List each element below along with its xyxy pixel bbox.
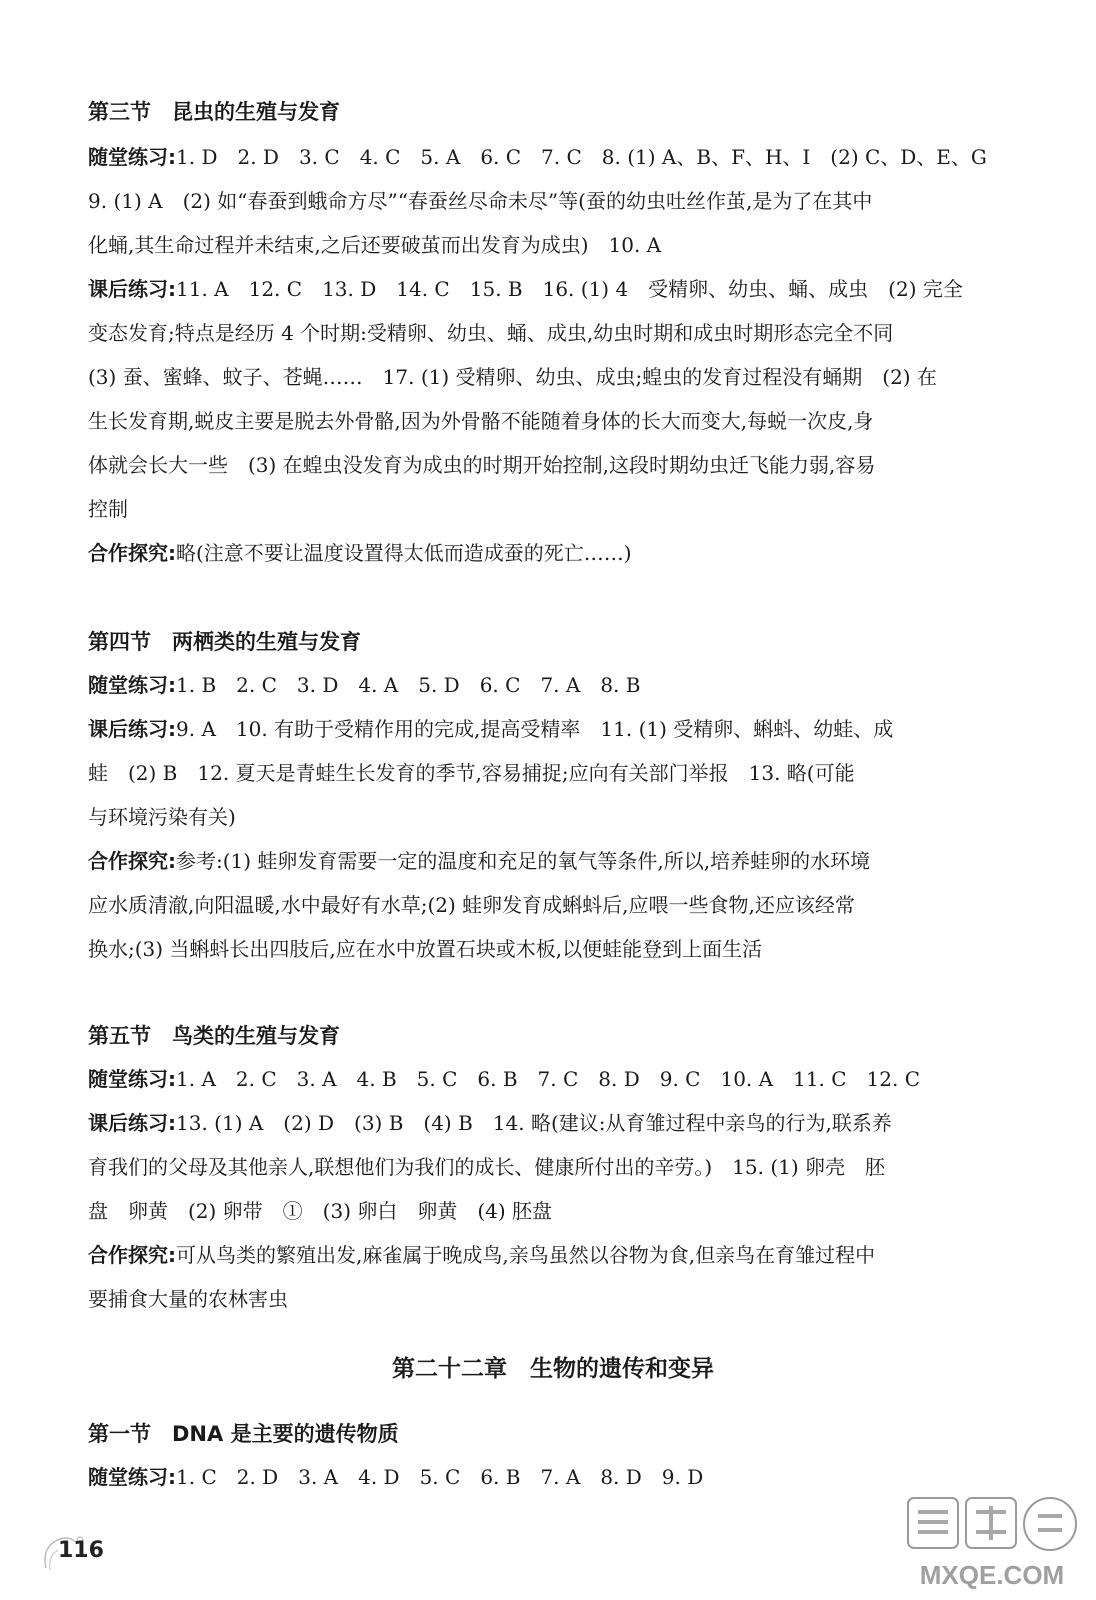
answer-line	[88, 800, 1018, 834]
line-text: 9. A 10. 有助于受精作用的完成,提高受精率 11. (1) 受精卵、蝌蚪、幼蛙、成	[176, 717, 894, 741]
answer-line	[88, 1194, 1018, 1228]
line-label: 随堂练习:	[88, 1465, 176, 1489]
answer-line	[88, 932, 1018, 966]
line-text: 变态发育;特点是经历 4 个时期:受精卵、幼虫、蛹、成虫,幼虫时期和成虫时期形态完全不同	[88, 321, 894, 345]
answer-line	[88, 492, 1018, 526]
answer-line	[88, 1062, 1018, 1096]
line-text: 1. B 2. C 3. D 4. A 5. D 6. C 7. A 8. B	[176, 673, 641, 697]
section-heading: 第一节 DNA 是主要的遗传物质	[88, 1422, 399, 1446]
line-text: 盘 卵黄 (2) 卵带 ① (3) 卵白 卵黄 (4) 胚盘	[88, 1199, 553, 1223]
answer-line	[88, 316, 1018, 350]
line-label: 合作探究:	[88, 541, 176, 565]
line-text: 要捕食大量的农林害虫	[88, 1287, 288, 1311]
line-text: 1. C 2. D 3. A 4. D 5. C 6. B 7. A 8. D 9. D	[176, 1465, 704, 1489]
line-text: 控制	[88, 497, 128, 521]
answer-line	[88, 360, 1018, 394]
answer-line	[88, 140, 1018, 174]
line-text: 体就会长大一些 (3) 在蝗虫没发育为成虫的时期开始控制,这段时期幼虫迁飞能力弱,容易	[88, 453, 876, 477]
answer-line	[88, 536, 1018, 570]
answer-line	[88, 1460, 1018, 1494]
watermark-logo-icon	[894, 1492, 1090, 1596]
line-text: 13. (1) A (2) D (3) B (4) B 14. 略(建议:从育雏过程中亲鸟的行为,联系养	[176, 1111, 892, 1135]
line-label: 课后练习:	[88, 1111, 176, 1135]
line-text: 11. A 12. C 13. D 14. C 15. B 16. (1) 4 受精卵、幼虫、蛹、成虫 (2) 完全	[176, 277, 963, 301]
answer-line	[88, 1238, 1018, 1272]
line-text: 蛙 (2) B 12. 夏天是青蛙生长发育的季节,容易捕捉;应向有关部门举报 13. 略(可能	[88, 761, 855, 785]
answer-line	[88, 1150, 1018, 1184]
line-text: 1. A 2. C 3. A 4. B 5. C 6. B 7. C 8. D 9. C 10. A 11. C 12. C	[176, 1067, 921, 1091]
line-text: 化蛹,其生命过程并未结束,之后还要破茧而出发育为成虫) 10. A	[88, 233, 662, 257]
line-text: 可从鸟类的繁殖出发,麻雀属于晚成鸟,亲鸟虽然以谷物为食,但亲鸟在育雏过程中	[176, 1243, 876, 1267]
answer-line	[88, 228, 1018, 262]
line-text: 育我们的父母及其他亲人,联想他们为我们的成长、健康所付出的辛劳。) 15. (1) 卵壳 胚	[88, 1155, 886, 1179]
line-text: 生长发育期,蜕皮主要是脱去外骨骼,因为外骨骼不能随着身体的长大而变大,每蜕一次皮,身	[88, 409, 874, 433]
answer-line	[88, 1282, 1018, 1316]
line-label: 随堂练习:	[88, 145, 176, 169]
answer-line	[88, 888, 1018, 922]
answer-line	[88, 712, 1018, 746]
page-number: 116	[58, 1538, 104, 1563]
answer-line	[88, 668, 1018, 702]
line-text: 应水质清澈,向阳温暖,水中最好有水草;(2) 蛙卵发育成蝌蚪后,应喂一些食物,还应该经常	[88, 893, 855, 917]
line-text: 与环境污染有关)	[88, 805, 236, 829]
line-text: 参考:(1) 蛙卵发育需要一定的温度和充足的氧气等条件,所以,培养蛙卵的水环境	[176, 849, 871, 873]
answer-line	[88, 756, 1018, 790]
line-label: 合作探究:	[88, 1243, 176, 1267]
line-text: 略(注意不要让温度设置得太低而造成蚕的死亡……)	[176, 541, 632, 565]
section-heading: 第三节 昆虫的生殖与发育	[88, 100, 340, 124]
section-heading: 第五节 鸟类的生殖与发育	[88, 1024, 340, 1048]
line-text: 换水;(3) 当蝌蚪长出四肢后,应在水中放置石块或木板,以便蛙能登到上面生活	[88, 937, 763, 961]
answer-line	[88, 448, 1018, 482]
line-text: 9. (1) A (2) 如“春蚕到蛾命方尽”“春蚕丝尽命未尽”等(蚕的幼虫吐丝作茧,是为了在其中	[88, 189, 873, 213]
line-label: 随堂练习:	[88, 673, 176, 697]
line-text: (3) 蚕、蜜蜂、蚊子、苍蝇…… 17. (1) 受精卵、幼虫、成虫;蝗虫的发育过程没有蛹期 (2) 在	[88, 365, 937, 389]
line-label: 合作探究:	[88, 849, 176, 873]
answer-line	[88, 404, 1018, 438]
line-label: 课后练习:	[88, 717, 176, 741]
answer-line	[88, 184, 1018, 218]
answer-line	[88, 272, 1018, 306]
answer-line	[88, 1106, 1018, 1140]
answer-line	[88, 844, 1018, 878]
line-label: 课后练习:	[88, 277, 176, 301]
chapter-title: 第二十二章 生物的遗传和变异	[392, 1356, 714, 1382]
watermark-text: MXQE.COM	[919, 1560, 1065, 1590]
line-label: 随堂练习:	[88, 1067, 176, 1091]
line-text: 1. D 2. D 3. C 4. C 5. A 6. C 7. C 8. (1) A、B、F、H、I (2) C、D、E、G	[176, 145, 987, 169]
section-heading: 第四节 两栖类的生殖与发育	[88, 630, 361, 654]
